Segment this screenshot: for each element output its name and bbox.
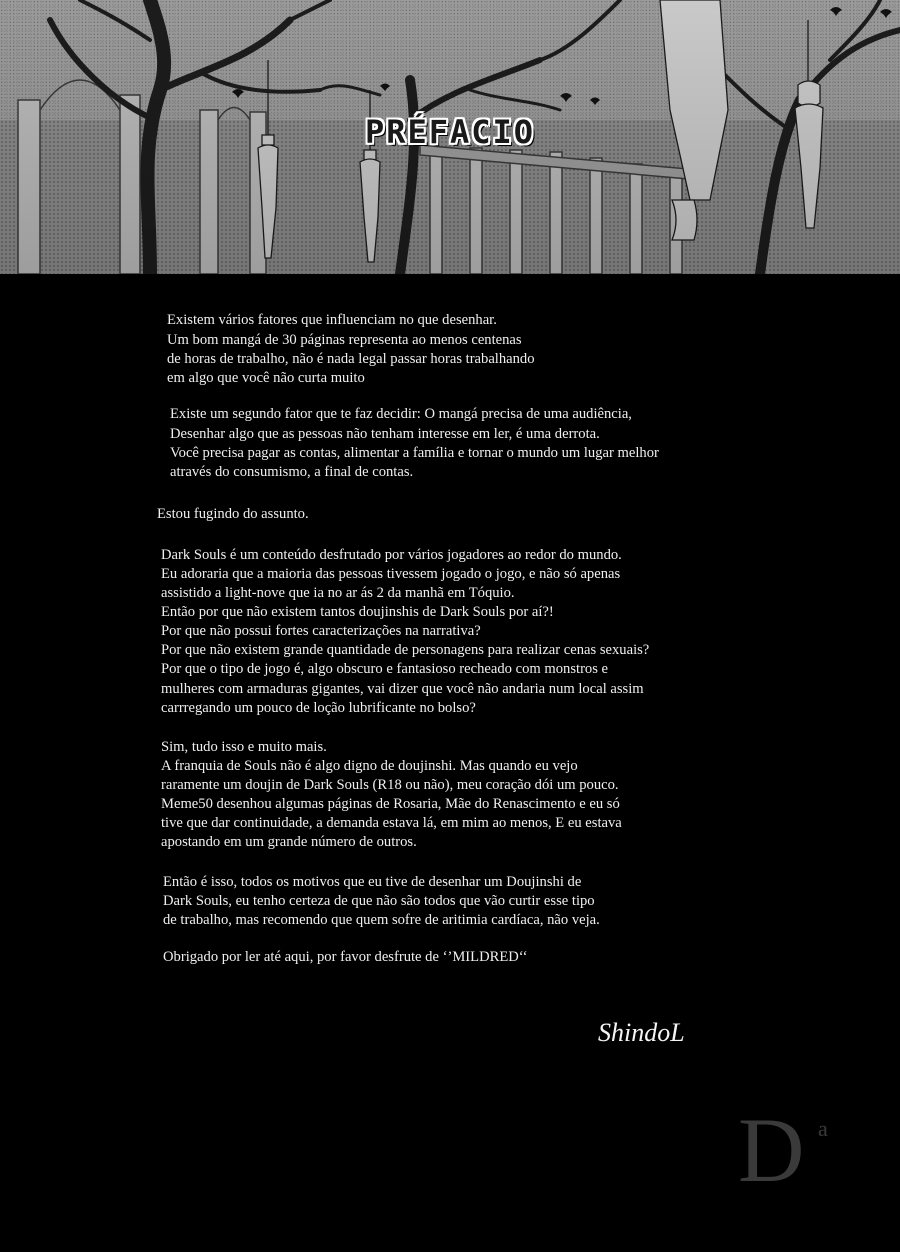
text-line: em algo que você não curta muito (167, 370, 365, 386)
text-line: Dark Souls, eu tenho certeza de que não são todos que vão curtir esse tipo (163, 893, 595, 909)
text-line: Obrigado por ler até aqui, por favor desfrute de ‘’MILDRED‘‘ (163, 949, 528, 965)
text-line: de trabalho, mas recomendo que quem sofre de aritimia cardíaca, não veja. (163, 912, 600, 928)
header-illustration (0, 0, 900, 274)
text-line: de horas de trabalho, não é nada legal passar horas trabalhando (167, 351, 535, 367)
text-line: Eu adoraria que a maioria das pessoas tivessem jogado o jogo, e não só apenas (161, 566, 621, 582)
text-line: Por que não possui fortes caracterizações na narrativa? (161, 623, 481, 639)
author-signature: ShindoL (598, 1018, 685, 1047)
text-line: Dark Souls é um conteúdo desfrutado por vários jogadores ao redor do mundo. (161, 547, 622, 563)
text-line: através do consumismo, a final de contas. (170, 464, 414, 480)
text-line: Existem vários fatores que influenciam no que desenhar. (167, 312, 497, 328)
text-line: Você precisa pagar as contas, alimentar a família e tornar o mundo um lugar melhor (170, 445, 659, 461)
logo-superscript: a (818, 1116, 828, 1141)
text-line: Existe um segundo fator que te faz decidir: O mangá precisa de uma audiência, (170, 406, 632, 422)
scanlator-logo (738, 1099, 838, 1201)
text-line: A franquia de Souls não é algo digno de doujinshi. Mas quando eu vejo (161, 758, 578, 774)
text-line: Um bom mangá de 30 páginas representa ao menos centenas (167, 332, 522, 348)
text-line: Então é isso, todos os motivos que eu tive de desenhar um Doujinshi de (163, 874, 582, 890)
page-title: PRÉFACIO (364, 113, 536, 151)
text-line: Por que não existem grande quantidade de personagens para realizar cenas sexuais? (161, 642, 650, 658)
text-line: Meme50 desenhou algumas páginas de Rosaria, Mãe do Renascimento e eu só (161, 796, 620, 812)
logo-letter: D (738, 1099, 805, 1201)
text-line: apostando em um grande número de outros. (161, 834, 417, 850)
text-line: raramente um doujin de Dark Souls (R18 ou não), meu coração dói um pouco. (161, 777, 619, 793)
text-line: Por que o tipo de jogo é, algo obscuro e fantasioso recheado com monstros e (161, 661, 609, 677)
text-line: carrregando um pouco de loção lubrificante no bolso? (161, 700, 476, 716)
text-line: assistido a light-nove que ia no ar ás 2 da manhã em Tóquio. (161, 585, 515, 601)
text-line: mulheres com armaduras gigantes, vai dizer que você não andaria num local assim (161, 681, 644, 697)
text-line: Desenhar algo que as pessoas não tenham interesse em ler, é uma derrota. (170, 426, 600, 442)
text-line: tive que dar continuidade, a demanda estava lá, em mim ao menos, E eu estava (161, 815, 622, 831)
text-line: Estou fugindo do assunto. (157, 506, 309, 522)
text-line: Então por que não existem tantos doujinshis de Dark Souls por aí?! (161, 604, 554, 620)
text-line: Sim, tudo isso e muito mais. (161, 739, 327, 755)
